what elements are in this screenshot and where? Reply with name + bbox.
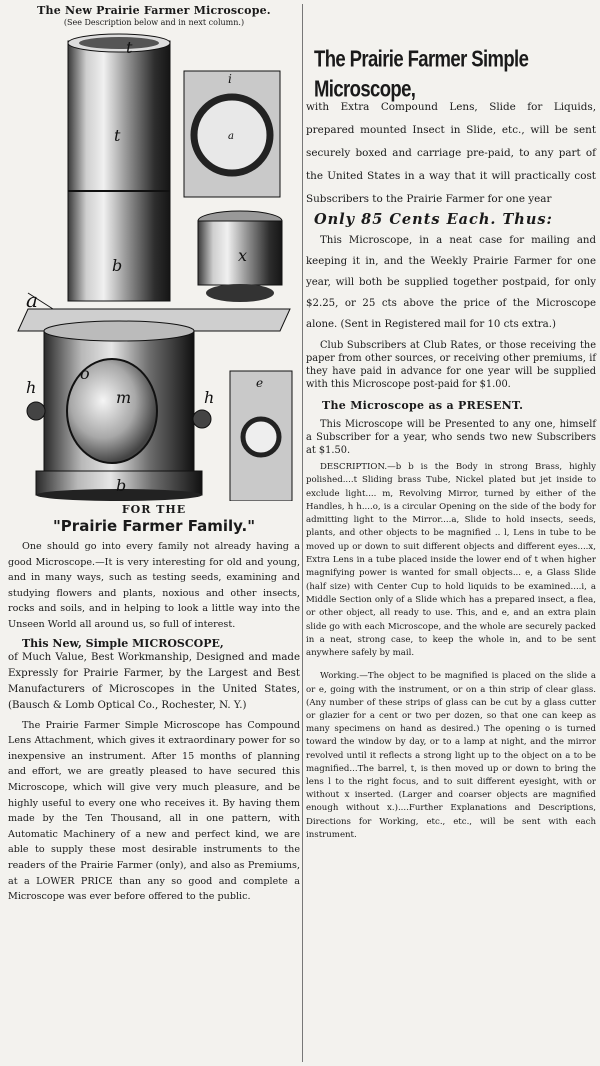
microscope-illustration [8, 31, 300, 501]
present-body: This Microscope will be Presented to any one, himself a Subscriber for a year, who sends two new Subscribers at $1.50. [306, 419, 596, 456]
label-o: o [80, 364, 90, 383]
description-paragraph: DESCRIPTION.—b b is the Body in strong Brass, highly polished....t Sliding brass Tube, Nickel plated but jet inside to exclude light.... m, Revolving Mirror, turned by either of the Handles, h h....o, is a circular Opening on the side of the body for admitting light to the Mirror....a, Slide to hold insects, seeds, plants, and other objects to be magnified .. l, Lens in tube to be moved up or down to suit different objects and different eyes....x, Extra Lens in a tube placed inside the lower end of t when higher magnifying power is wanted for small objects... e, a Glass Slide (half size) with Center Cup to hold liquids to be examined....i, a Middle Section only of a Slide which has a prepared insect, a flea, or other object, all ready to use. This, and e, and an extra plain slide go with each Microscope, and the whole are securely packed in a neat, strong case, to keep the whole in, and to be sent anywhere safely by mail. [306, 462, 596, 659]
intro-paragraph: One should go into every family not already having a good Microscope.—It is very interesting for old and young, and in many ways, such as testing seeds, examining and studying flowers and plants, noxious and other insects, rocks and soils, and in helping to look a little way into the Unseen World all around us, so full of interest. [8, 541, 300, 630]
offer-intro: with Extra Compound Lens, Slide for Liquids, prepared mounted Insect in Slide, etc., will be sent securely boxed and carriage pre-paid, to any part of the United States in a way that it will practically cost Subscribers to the Prairie Farmer for one year [306, 101, 596, 205]
label-t-mid: t [114, 126, 121, 145]
right-column [306, 4, 596, 842]
value-paragraph: of Much Value, Best Workmanship, Designed and made Expressly for Prairie Farmer, by the Largest and Best Manufacturers of Microscopes in the United States, (Bausch & Lomb Optical Co., Rochester, N. Y.) [8, 651, 300, 711]
subscription-offer: This Microscope, in a neat case for mailing and keeping it in, and the Weekly Prairie Farmer for one year, will both be supplied together postpaid, for only $2.25, or 25 cts above the price of the Microscope alone. (Sent in Registered mail for 10 cts extra.) [306, 235, 596, 330]
label-b-mid: b [112, 256, 123, 275]
caption-family: "Prairie Farmer Family." [52, 517, 256, 535]
simple-microscope-heading: This New, Simple MICROSCOPE, [22, 636, 224, 650]
label-e: e [256, 376, 264, 390]
microscope-drawing [8, 31, 300, 501]
page-subheader: (See Description below and in next column.) [63, 18, 245, 27]
label-a: a [228, 131, 234, 142]
working-paragraph: Working.—The object to be magnified is placed on the slide a or e, going with the instrument, or on a thin strip of clear glass. (Any number of these strips of glass can be cut by a glass cutter or glazier for a cent or two per dozen, so that one can keep as many specimens on hand as desired.) The opening o is turned toward the window by day, or to a lamp at night, and the mirror revolved until it reflects a strong light up to the object on a to be magnified...The barrel, t, is then moved up or down to bring the lens l to the right focus, and to suit different eyesight, with or without x inserted. (Larger and coarser objects are magnified enough without x.)....Further Explanations and Descriptions, Directions for Working, etc., etc., will be sent with each instrument. [306, 671, 596, 840]
middle-section [68, 191, 170, 301]
label-m: m [116, 388, 132, 407]
present-heading: The Microscope as a PRESENT. [322, 399, 524, 412]
sliding-tube [68, 41, 170, 191]
label-x: x [238, 246, 248, 265]
price-line: Only 85 Cents Each. Thus: [314, 211, 553, 228]
label-i: i [228, 72, 232, 86]
compound-lens-paragraph: The Prairie Farmer Simple Microscope has Compound Lens Attachment, which gives it extraordinary power for so inexpensive an instrument. After 15 months of planning and effort, we are greatly pleased to have secured this Microscope, which will give very much pleasure, and be highly useful to every one who receives it. By having them made by the Ten Thousand, all in one pattern, with Automatic Machinery of a new and perfect kind, we are able to supply these most desirable instruments to the readers of the Prairie Farmer (only), and also as Premiums, at a LOWER PRICE than any so good and complete a Microscope was ever before offered to the public. [8, 719, 300, 903]
left-handle [27, 402, 45, 420]
right-title: The Prairie Farmer Simple Microscope, [314, 45, 529, 102]
caption-for-the: FOR THE [121, 503, 187, 516]
page-header: The New Prairie Farmer Microscope. [37, 4, 271, 17]
label-h-left: h [26, 378, 37, 397]
label-b-base: b [116, 476, 127, 495]
label-a-slide: a [26, 288, 38, 312]
left-column [8, 4, 300, 905]
label-h-right: h [204, 388, 215, 407]
club-subscribers: Club Subscribers at Club Rates, or those receiving the paper from other sources, or receiving other premiums, if they have paid in advance for one year will be supplied with this Microscope post-paid for $1.00. [306, 340, 596, 390]
column-divider [302, 4, 303, 1062]
label-t-top: t [126, 38, 133, 57]
right-handle [193, 410, 211, 428]
